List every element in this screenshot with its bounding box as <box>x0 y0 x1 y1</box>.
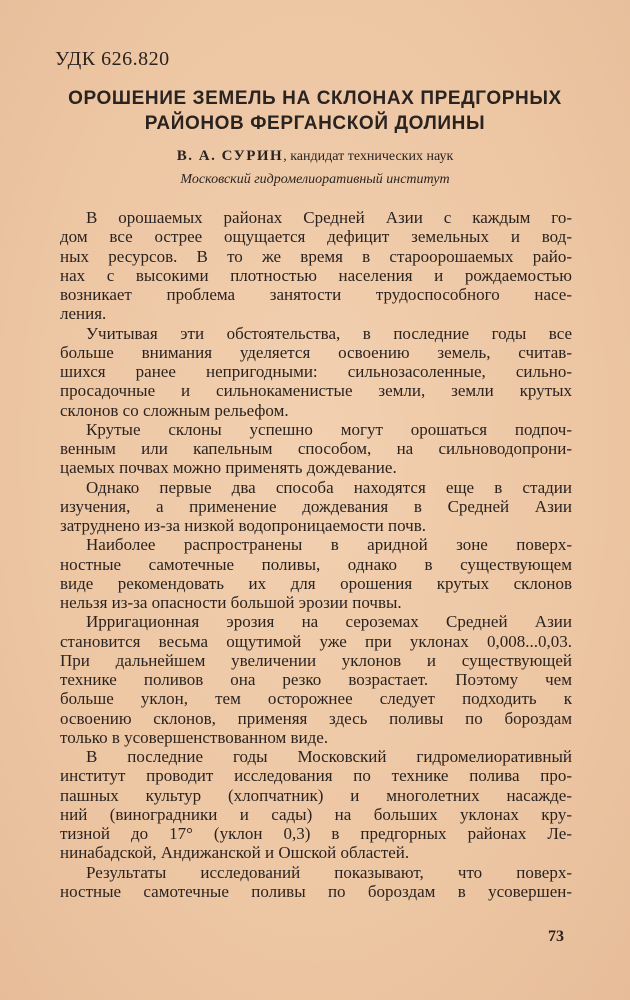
text-line: ний (виноградники и сады) на больших уклонах кру- <box>60 804 572 824</box>
author-affiliation: Московский гидромелиоративный институт <box>180 172 450 187</box>
text-line: ных ресурсов. В то же время в староорошаемых райо- <box>60 246 572 266</box>
text-line: венным или капельным способом, на сильноводопрони- <box>60 439 572 458</box>
text-line: Учитывая эти обстоятельства, в последние годы все <box>86 323 572 343</box>
page-number: 73 <box>548 928 564 945</box>
text-line: ностные самотечные поливы, однако в существующем <box>60 554 572 574</box>
text-line: освоению склонов, применяя здесь поливы по бороздам <box>60 708 572 728</box>
text-line: Ирригационная эрозия на сероземах Средней Азии <box>86 612 572 632</box>
text-line: В последние годы Московский гидромелиоративный <box>86 747 572 766</box>
text-line: виде рекомендовать их для орошения крутых склонов <box>60 573 572 593</box>
author-name: В. А. СУРИН <box>176 148 284 164</box>
author-line <box>60 148 570 165</box>
text-line: дом все острее ощущается дефицит земельных и вод- <box>60 227 572 247</box>
paragraph <box>60 420 572 478</box>
text-line: Однако первые два способа находятся еще в стадии <box>86 477 572 497</box>
paragraph <box>60 535 572 612</box>
text-line: возникает проблема занятости трудоспособного насе- <box>60 285 572 304</box>
paragraph <box>60 478 572 536</box>
udk-code: УДК 626.820 <box>55 48 170 70</box>
title-line-1: ОРОШЕНИЕ ЗЕМЕЛЬ НА СКЛОНАХ ПРЕДГОРНЫХ <box>68 88 562 109</box>
text-line: шихся ранее непригодными: сильнозасоленные, сильно- <box>60 362 572 381</box>
text-line: В орошаемых районах Средней Азии с каждым го- <box>86 208 572 227</box>
text-line: просадочные и сильнокаменистые земли, земли крутых <box>60 381 572 401</box>
text-line: Результаты исследований показывают, что поверх- <box>86 862 572 882</box>
text-line: институт проводит исследования по технике полива про- <box>60 766 572 786</box>
text-line: только в усовершенствованном виде. <box>60 727 329 747</box>
text-line: пашных культур (хлопчатник) и многолетних насажде- <box>60 785 572 805</box>
paragraph <box>60 863 572 902</box>
text-line: Крутые склоны успешно могут орошаться подпоч- <box>86 419 572 439</box>
text-line: изучения, а применение дождевания в Средней Азии <box>60 496 572 516</box>
text-line: технике поливов она резко возрастает. Поэтому чем <box>60 670 572 689</box>
text-line: больше уклон, тем осторожнее следует подходить к <box>60 689 572 709</box>
paragraph <box>60 208 572 324</box>
text-line: нельзя из-за опасности большой эрозии почвы. <box>60 593 402 612</box>
article-title <box>40 86 590 136</box>
text-line: ностные самотечные поливы по бороздам в усовершен- <box>60 881 572 901</box>
text-line: затруднено из-за низкой водопроницаемости почв. <box>60 516 426 535</box>
text-line: При дальнейшем увеличении уклонов и существующей <box>60 650 572 670</box>
paragraph <box>60 612 572 747</box>
text-line: больше внимания уделяется освоению земель, считав- <box>60 342 572 362</box>
text-line: цаемых почвах можно применять дождевание. <box>60 458 397 478</box>
title-line-2: РАЙОНОВ ФЕРГАНСКОЙ ДОЛИНЫ <box>144 113 486 134</box>
article-body <box>60 208 572 901</box>
text-line: Наиболее распространены в аридной зоне поверх- <box>86 535 572 555</box>
paragraph <box>60 747 572 863</box>
paragraph <box>60 324 572 420</box>
text-line: становится весьма ощутимой уже при уклонах 0,008...0,03. <box>60 631 572 651</box>
text-line: тизной до 17° (уклон 0,3) в предгорных районах Ле- <box>60 824 572 843</box>
text-line: склонов со сложным рельефом. <box>60 400 289 420</box>
author-degree: , кандидат технических наук <box>283 149 454 164</box>
text-line: ления. <box>60 304 107 324</box>
text-line: нинабадской, Андижанской и Ошской областей. <box>60 843 410 863</box>
text-line: нах с высокими плотностью населения и рождаемостью <box>60 265 572 285</box>
